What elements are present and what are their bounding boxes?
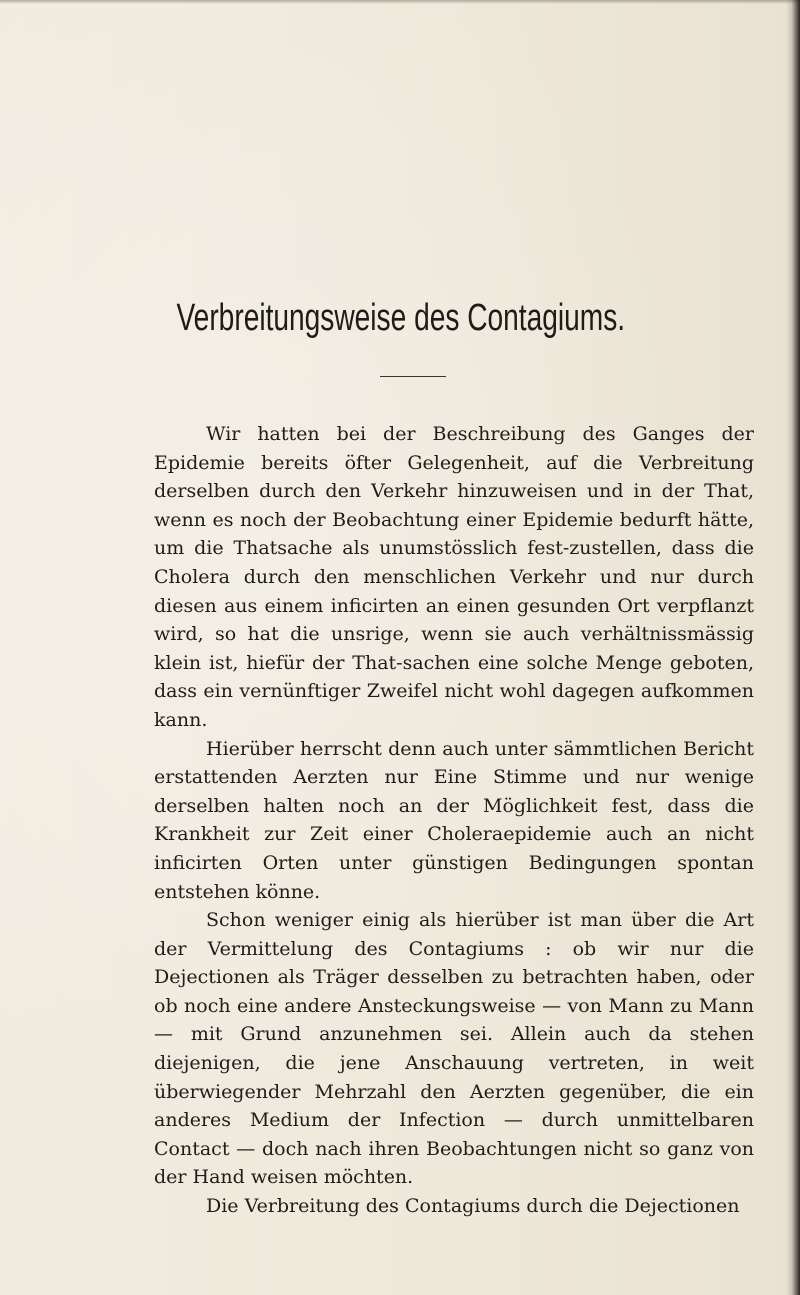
- page-top-shadow: [0, 0, 800, 4]
- title-divider: [380, 376, 446, 377]
- body-text: [154, 420, 754, 1221]
- paragraph-4: Die Verbreitung des Contagiums durch die Dejectionen: [206, 1195, 740, 1218]
- paragraph-3: Schon weniger einig als hierüber ist man über die Art der Vermittelung des Contagiums : ob wir nur die Dejectionen als Träger desselben zu betrachten haben, oder ob noch eine andere Ansteckungsweise — von Mann zu Mann — mit Grund anzunehmen sei. Allein auch da stehen diejenigen, die jene Anschauung vertreten, in weit überwiegender Mehrzahl den Aerzten gegenüber, die ein anderes Medium der Infection — durch unmittelbaren Contact — doch nach ihren Beobachtungen nicht so ganz von der Hand weisen möchten.: [154, 909, 754, 1189]
- chapter-title: Verbreitungsweise des Contagiums.: [176, 297, 626, 339]
- page-right-edge-shadow: [786, 0, 800, 1295]
- paragraph-1: Wir hatten bei der Beschreibung des Ganges der Epidemie bereits öfter Gelegenheit, auf die Verbreitung derselben durch den Verkehr hinzuweisen und in der That, wenn es noch der Beobachtung einer Epidemie bedurft hätte, um die Thatsache als unumstösslich fest-zustellen, dass die Cholera durch den menschlichen Verkehr und nur durch diesen aus einem inficirten an einen gesunden Ort verpflanzt wird, so hat die unsrige, wenn sie auch verhältnissmässig klein ist, hiefür der That-sachen eine solche Menge geboten, dass ein vernünftiger Zweifel nicht wohl dagegen aufkommen kann.: [154, 423, 754, 731]
- paragraph-2: Hierüber herrscht denn auch unter sämmtlichen Bericht erstattenden Aerzten nur Eine Stimme und nur wenige derselben halten noch an der Möglichkeit fest, dass die Krankheit zur Zeit einer Choleraepidemie auch an nicht inficirten Orten unter günstigen Bedingungen spontan entstehen könne.: [154, 737, 754, 903]
